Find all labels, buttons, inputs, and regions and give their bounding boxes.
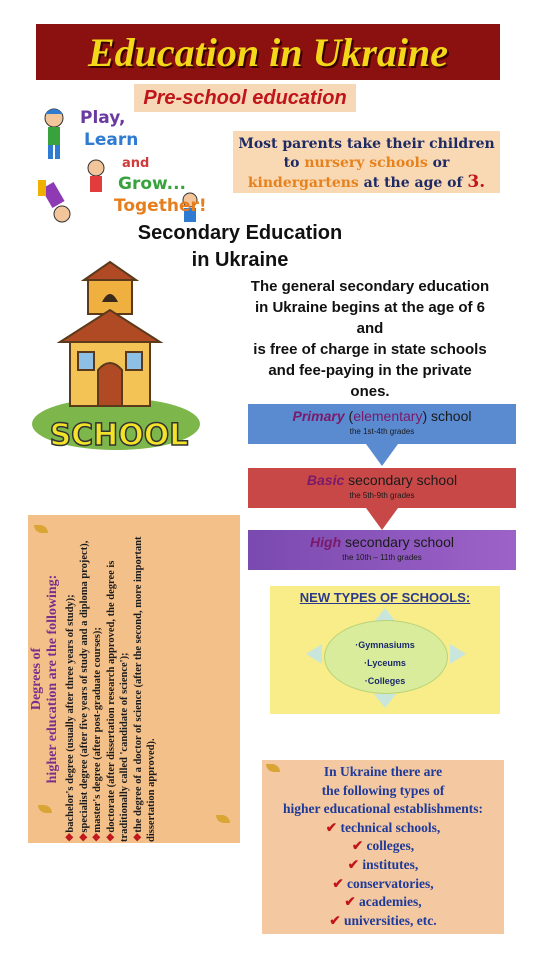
primary-school-box (248, 404, 516, 444)
primary-grades: the 1st-4th grades (349, 427, 415, 436)
higher-item-text: academies, (359, 894, 422, 910)
sun-ray-icon (450, 644, 466, 664)
elementary-text: elementary (353, 408, 423, 424)
preschool-line-2-suffix: or (427, 155, 450, 171)
preschool-line-2-prefix: to (283, 155, 305, 171)
logo-word-learn: Learn (84, 130, 139, 150)
higher-item-text: universities, etc. (344, 912, 437, 928)
degrees-heading-line-2: higher education are the following: (45, 574, 60, 784)
diamond-bullet-icon: ❖ (105, 832, 117, 842)
basic-em: Basic (306, 472, 345, 488)
degrees-text-block (29, 516, 239, 842)
preschool-line-2 (233, 154, 500, 173)
basic-school-label (248, 472, 516, 488)
degree-item (91, 516, 105, 842)
degrees-heading-line-1: Degrees of (29, 647, 44, 711)
logo-word-together: Together! (114, 196, 207, 216)
logo-word-and: and (122, 156, 150, 171)
sun-ray-icon (306, 644, 322, 664)
preschool-line-3 (233, 173, 500, 193)
check-icon: ✔ (344, 894, 356, 910)
degree-item-text: bachelor's degree (usually after three years of study); (65, 594, 76, 833)
nursery-schools-text: nursery schools (304, 155, 428, 171)
higher-item (262, 837, 504, 856)
check-icon: ✔ (347, 856, 360, 872)
degree-item-text: specialist degree (after five years of study and a diploma project), (78, 540, 90, 833)
title-banner (36, 24, 500, 80)
logo-word-grow: Grow... (118, 174, 187, 194)
higher-education-panel (262, 760, 504, 934)
secondary-general-text (248, 276, 492, 402)
high-grades: the 10th – 11th grades (342, 553, 422, 562)
basic-grades: the 5th-9th grades (349, 491, 415, 500)
school-sign: SCHOOL (49, 418, 189, 453)
preschool-line-3-mid: at the age of (358, 175, 468, 191)
general-line: and fee-paying in the private (268, 362, 472, 379)
logo-word-play: Play, (80, 108, 126, 128)
arrow-down-icon (366, 508, 398, 530)
diamond-bullet-icon: ❖ (132, 832, 144, 842)
check-icon: ✔ (332, 875, 344, 891)
new-school-types-title: NEW TYPES OF SCHOOLS: (299, 590, 471, 605)
higher-intro-line: higher educational establishments: (282, 801, 483, 817)
check-icon: ✔ (325, 819, 338, 835)
preschool-line-1: Most parents take their children (238, 136, 495, 152)
general-line: is free of charge in state schools (253, 341, 487, 358)
high-school-box (248, 530, 516, 570)
higher-item (262, 819, 504, 838)
school-illustration (30, 258, 210, 458)
degree-item (132, 516, 159, 842)
general-line: The general secondary education (250, 278, 490, 295)
degree-item-text: master's degree (after post-graduate courses); (92, 627, 103, 833)
high-em: High (310, 534, 342, 550)
primary-em: Primary (292, 408, 345, 424)
degree-item (78, 516, 92, 842)
secondary-heading-line-2: in Ukraine (191, 249, 289, 271)
sun-ray-icon (374, 694, 396, 708)
age-value: 3. (467, 172, 486, 192)
general-line: ones. (350, 383, 390, 400)
primary-open: ( (344, 408, 354, 424)
primary-school-label (248, 408, 516, 424)
degree-item (64, 516, 78, 842)
school-type-text: Gymnasiums (358, 640, 415, 650)
preschool-heading-text: Pre-school education (143, 86, 347, 109)
diamond-bullet-icon: ❖ (92, 832, 103, 842)
degree-item (105, 516, 132, 842)
general-line: in Ukraine begins at the age of 6 (254, 299, 486, 316)
arrow-down-icon (366, 444, 398, 466)
diamond-bullet-icon: ❖ (65, 832, 76, 842)
higher-item-text: technical schools, (340, 819, 441, 835)
higher-intro-line: In Ukraine there are (323, 764, 443, 779)
degree-item-text: the degree of a doctor of science (after the second, more important dissertation approved). (132, 536, 157, 842)
new-school-types-panel (270, 586, 500, 714)
higher-intro-line: the following types of (321, 782, 445, 798)
school-type-text: Lyceums (367, 658, 406, 668)
school-type-item: ·Colleges (364, 676, 406, 686)
secondary-heading-line-1: Secondary Education (137, 222, 343, 244)
check-icon: ✔ (351, 838, 364, 854)
higher-item (262, 912, 504, 931)
high-rest: secondary school (341, 534, 454, 550)
degree-item-text: doctorate (after dissertation research approved, the degree is traditionally called 'candidate of science'); (105, 560, 130, 842)
general-line: and (356, 320, 384, 337)
higher-item-text: institutes, (362, 856, 419, 872)
school-type-item: ·Lyceums (364, 658, 406, 668)
high-school-label (248, 534, 516, 550)
preschool-info-box (233, 131, 500, 193)
page-title: Education in Ukraine (87, 29, 449, 75)
primary-close: ) school (422, 408, 472, 424)
kindergartens-text: kindergartens (247, 175, 359, 191)
higher-item (262, 875, 504, 894)
basic-school-box (248, 468, 516, 508)
school-type-text: Colleges (367, 676, 406, 686)
higher-item (262, 893, 504, 912)
basic-rest: secondary school (344, 472, 458, 488)
degrees-panel (28, 515, 240, 843)
higher-item-text: conservatories, (347, 875, 434, 891)
check-icon: ✔ (329, 912, 341, 928)
school-type-item: ·Gymnasiums (355, 640, 415, 650)
diamond-bullet-icon: ❖ (78, 832, 90, 842)
higher-item-text: colleges, (366, 838, 415, 854)
higher-item (262, 856, 504, 875)
